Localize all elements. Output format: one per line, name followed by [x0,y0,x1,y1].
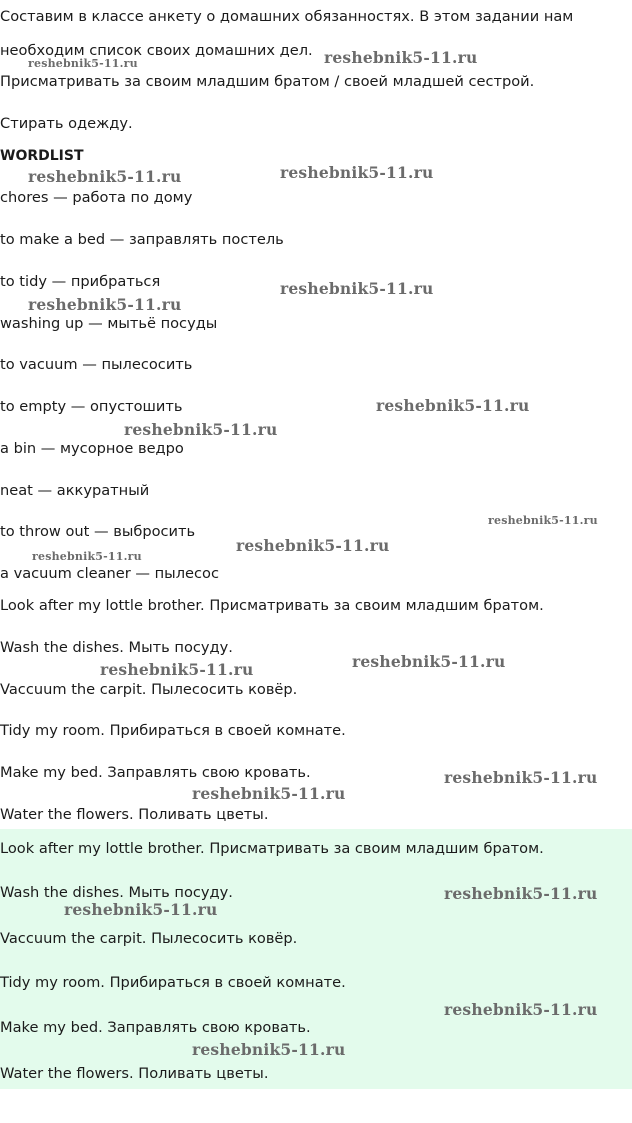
watermark: reshebnik5-11.ru [64,900,218,919]
intro-line-4: Стирать одежду. [0,115,133,132]
phrase-line: Wash the dishes. Мыть посуду. [0,639,233,656]
wordlist-item: chores — работа по дому [0,189,193,206]
wordlist-item: washing up — мытьё посуды [0,315,218,332]
answer-line: Make my bed. Заправлять свою кровать. [0,1019,311,1036]
watermark: reshebnik5-11.ru [124,420,278,439]
watermark: reshebnik5-11.ru [192,784,346,803]
watermark: reshebnik5-11.ru [376,396,530,415]
intro-line-3: Присматривать за своим младшим братом / своей младшей сестрой. [0,73,535,90]
answer-line: Look after my lottle brother. Присматривать за своим младшим братом. [0,840,544,857]
wordlist-heading: WORDLIST [0,148,84,164]
wordlist-item: to vacuum — пылесосить [0,356,193,373]
watermark: reshebnik5-11.ru [324,48,478,67]
wordlist-item: to empty — опустошить [0,398,183,415]
wordlist-item: a vacuum cleaner — пылесос [0,565,219,582]
watermark: reshebnik5-11.ru [444,1000,598,1019]
watermark: reshebnik5-11.ru [32,550,142,563]
watermark: reshebnik5-11.ru [280,163,434,182]
answer-block [0,829,632,1089]
watermark: reshebnik5-11.ru [100,660,254,679]
wordlist-item: neat — аккуратный [0,482,150,499]
intro-line-2: необходим список своих домашних дел. [0,42,313,59]
wordlist-item: a bin — мусорное ведро [0,440,184,457]
watermark: reshebnik5-11.ru [444,768,598,787]
watermark: reshebnik5-11.ru [488,514,598,527]
phrase-line: Make my bed. Заправлять свою кровать. [0,764,311,781]
wordlist-item: to tidy — прибраться [0,273,161,290]
answer-line: Tidy my room. Прибираться в своей комнате. [0,974,346,991]
phrase-line: Look after my lottle brother. Присматривать за своим младшим братом. [0,597,544,614]
watermark: reshebnik5-11.ru [28,167,182,186]
watermark: reshebnik5-11.ru [280,279,434,298]
phrase-line: Tidy my room. Прибираться в своей комнате. [0,722,346,739]
intro-line-1: Составим в классе анкету о домашних обязанностях. В этом задании нам [0,8,574,25]
wordlist-item: to make a bed — заправлять постель [0,231,284,248]
answer-line: Vaccuum the carpit. Пылесосить ковёр. [0,930,298,947]
phrase-line: Water the flowers. Поливать цветы. [0,806,269,823]
watermark: reshebnik5-11.ru [28,57,138,70]
watermark: reshebnik5-11.ru [352,652,506,671]
answer-line: Wash the dishes. Мыть посуду. [0,884,233,901]
watermark: reshebnik5-11.ru [444,884,598,903]
phrase-line: Vaccuum the carpit. Пылесосить ковёр. [0,681,298,698]
wordlist-item: to throw out — выбросить [0,523,196,540]
watermark: reshebnik5-11.ru [192,1040,346,1059]
answer-line: Water the flowers. Поливать цветы. [0,1065,269,1082]
watermark: reshebnik5-11.ru [28,295,182,314]
watermark: reshebnik5-11.ru [236,536,390,555]
